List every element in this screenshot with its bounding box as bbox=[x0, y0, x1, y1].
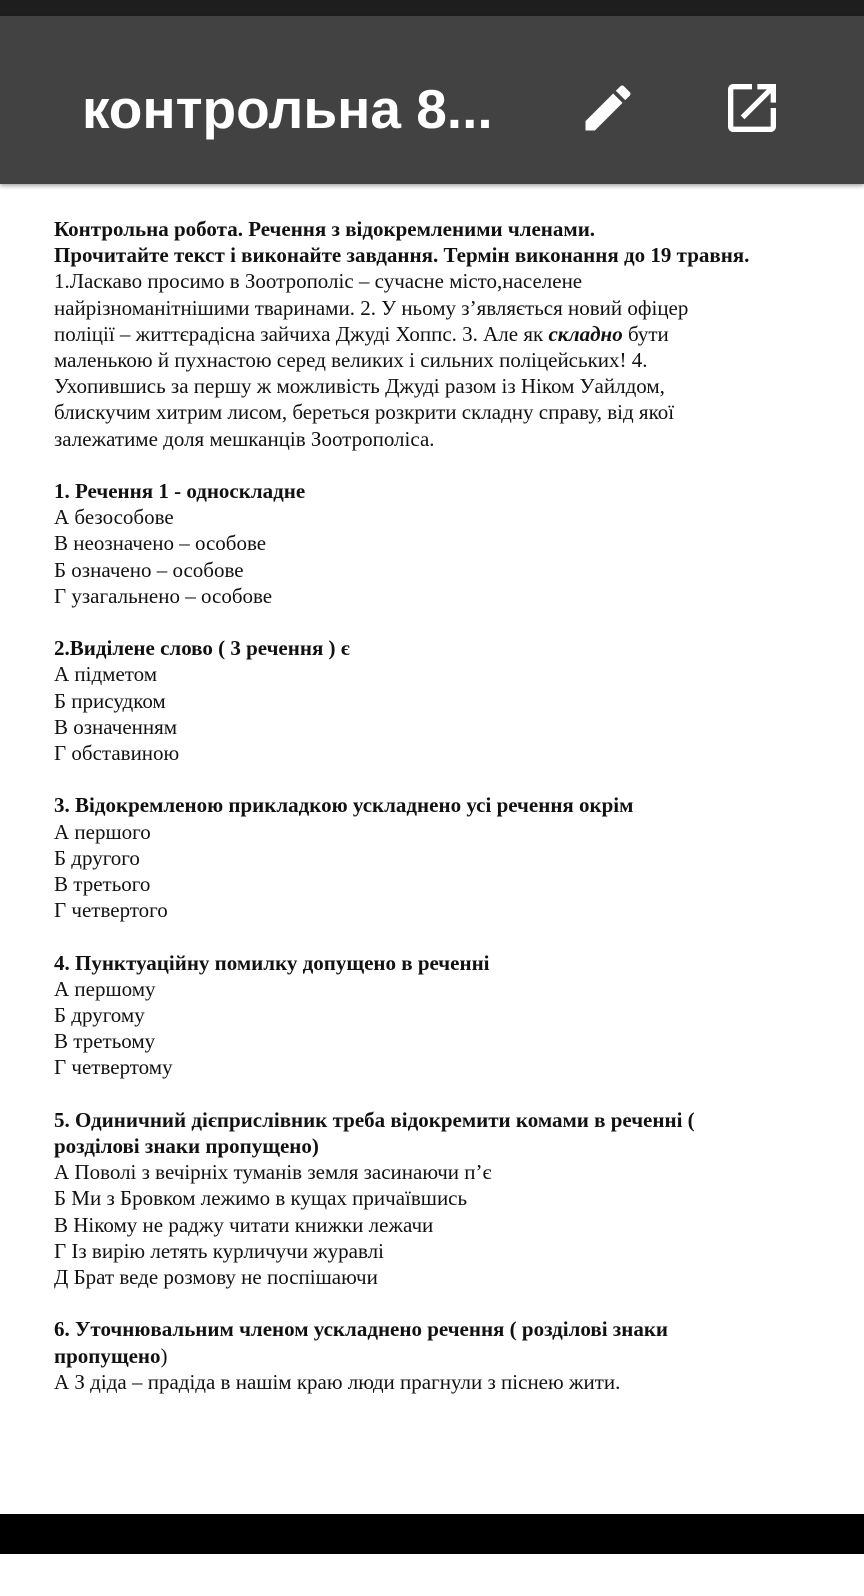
question-1-title: 1. Речення 1 - односкладне bbox=[54, 479, 306, 504]
text-line bbox=[54, 321, 834, 347]
answer-option: Г обставиною bbox=[54, 741, 180, 766]
toolbar bbox=[0, 16, 864, 184]
question-5-title-cont: розділові знаки пропущено) bbox=[54, 1134, 319, 1159]
question-6-title-cont bbox=[54, 1343, 834, 1369]
edit-button[interactable] bbox=[570, 70, 646, 146]
text-line: маленькою й пухнастою серед великих і сильних поліцейських! 4. bbox=[54, 348, 648, 373]
answer-option: Г четвертому bbox=[54, 1055, 173, 1080]
text-line: найрізноманітнішими тваринами. 2. У ньому з’являється новий офіцер bbox=[54, 295, 689, 320]
question-3-title: 3. Відокремленою прикладкою ускладнено усі речення окрім bbox=[54, 793, 634, 818]
answer-option: В неозначено – особове bbox=[54, 531, 267, 556]
answer-option: Д Брат веде розмову не поспішаючи bbox=[54, 1265, 378, 1290]
text-segment: бути bbox=[622, 321, 669, 346]
text-line: залежатиме доля мешканців Зоотрополіса. bbox=[54, 426, 435, 451]
answer-option: А безособове bbox=[54, 505, 174, 530]
answer-option: Г Із вирію летять курличучи журавлі bbox=[54, 1238, 384, 1263]
text-line: блискучим хитрим лисом, береться розкрити складну справу, від якої bbox=[54, 400, 675, 425]
title-segment: ) bbox=[160, 1343, 168, 1368]
title-segment: пропущено bbox=[54, 1343, 161, 1368]
text-line: Ухопившись за першу ж можливість Джуді разом із Ніком Уайлдом, bbox=[54, 374, 665, 399]
doc-instructions: Прочитайте текст і виконайте завдання. Термін виконання до 19 травня. bbox=[54, 243, 750, 268]
answer-option: Б означено – особове bbox=[54, 557, 244, 582]
answer-option: А З діда – прадіда в нашім краю люди прагнули з піснею жити. bbox=[54, 1369, 621, 1394]
answer-option: А першого bbox=[54, 819, 151, 844]
answer-option: А підметом bbox=[54, 662, 158, 687]
answer-option: Г четвертого bbox=[54, 898, 168, 923]
doc-heading: Контрольна робота. Речення з відокремленими членами. bbox=[54, 217, 596, 241]
text-line: 1.Ласкаво просимо в Зоотрополіс – сучасне місто,населене bbox=[54, 269, 583, 294]
document-title: контрольна 8... bbox=[82, 78, 493, 140]
answer-option: Б присудком bbox=[54, 688, 166, 713]
answer-option: В третього bbox=[54, 872, 151, 897]
answer-option: В означенням bbox=[54, 714, 178, 739]
open-in-new-button[interactable] bbox=[714, 70, 790, 146]
question-4-title: 4. Пунктуаційну помилку допущено в реченні bbox=[54, 950, 490, 975]
highlighted-word: складно bbox=[548, 321, 623, 346]
answer-option: Б другому bbox=[54, 1003, 145, 1028]
status-strip bbox=[0, 0, 864, 16]
answer-option: Г узагальнено – особове bbox=[54, 583, 273, 608]
answer-option: В третьому bbox=[54, 1029, 156, 1054]
question-6-title: 6. Уточнювальним членом ускладнено речення ( розділові знаки bbox=[54, 1317, 669, 1342]
answer-option: А першому bbox=[54, 976, 156, 1001]
question-2-title: 2.Виділене слово ( 3 речення ) є bbox=[54, 636, 350, 661]
answer-option: Б Ми з Бровком лежимо в кущах причаївшись bbox=[54, 1186, 468, 1211]
answer-option: Б другого bbox=[54, 845, 140, 870]
pencil-icon bbox=[578, 78, 638, 138]
open-in-new-icon bbox=[720, 76, 784, 140]
bottom-bar bbox=[0, 1514, 864, 1554]
answer-option: В Нікому не раджу читати книжки лежачи bbox=[54, 1212, 434, 1237]
text-segment: поліції – життєрадісна зайчиха Джуді Хоппс. 3. Але як bbox=[54, 321, 549, 346]
question-5-title: 5. Одиничний дієприслівник треба відокремити комами в реченні ( bbox=[54, 1107, 695, 1132]
answer-option: А Поволі з вечірніх туманів земля засинаючи п’є bbox=[54, 1160, 492, 1185]
document-page bbox=[54, 216, 834, 1395]
